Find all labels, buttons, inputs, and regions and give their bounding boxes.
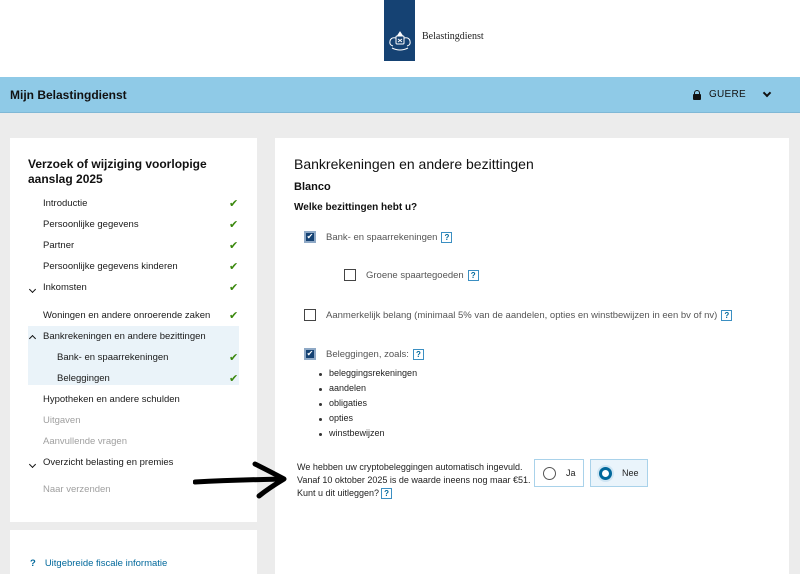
option-aanmerkelijk-belang[interactable]	[304, 309, 732, 321]
nav-item-label: Hypotheken en andere schulden	[43, 394, 180, 405]
nav-item-label: Beleggingen	[57, 373, 110, 384]
user-menu[interactable]	[693, 89, 770, 100]
nav-item-woningen[interactable]	[10, 305, 257, 326]
chevron-up-icon[interactable]	[30, 333, 35, 344]
radio-option-ja[interactable]	[534, 459, 584, 487]
checkmark-icon: ✔	[229, 282, 239, 294]
list-item: aandelen	[319, 383, 417, 398]
radio-option-nee[interactable]	[590, 459, 648, 487]
crypto-question-line3: Kunt u dit uitleggen?	[297, 488, 380, 498]
option-label: Groene spaartegoeden	[366, 269, 464, 281]
option-beleggingen[interactable]	[304, 348, 424, 360]
hand-drawn-arrow-icon	[193, 458, 288, 503]
crypto-question	[297, 461, 537, 500]
chevron-down-icon[interactable]	[30, 284, 35, 295]
nav-item-partner[interactable]	[10, 235, 257, 256]
checkmark-icon: ✔	[229, 198, 239, 210]
investment-types-list	[319, 368, 417, 443]
nav-item-bankrekeningen[interactable]	[10, 326, 257, 347]
option-bank-spaarrekeningen[interactable]	[304, 231, 452, 243]
navbar	[0, 77, 800, 113]
nav-item-label: Aanvullende vragen	[43, 436, 127, 447]
radio-button[interactable]	[543, 467, 556, 480]
help-icon[interactable]: ?	[381, 488, 392, 499]
help-icon[interactable]: ?	[721, 310, 732, 321]
checkmark-icon: ✔	[229, 310, 239, 322]
option-label: Beleggingen, zoals:	[326, 348, 409, 360]
nav-item-label: Bankrekeningen en andere bezittingen	[43, 331, 206, 342]
radio-label: Nee	[622, 468, 639, 478]
radio-button-selected[interactable]	[599, 467, 612, 480]
fiscale-informatie-link[interactable]	[30, 558, 167, 569]
nav-item-label: Persoonlijke gegevens	[43, 219, 139, 230]
nav-item-beleggingen[interactable]	[10, 368, 257, 389]
page-title: Bankrekeningen en andere bezittingen	[294, 156, 534, 172]
nav-item-aanvullende-vragen	[10, 431, 257, 452]
nav-item-label: Woningen en andere onroerende zaken	[43, 310, 211, 321]
list-item: obligaties	[319, 398, 417, 413]
checkbox-unchecked[interactable]	[344, 269, 356, 281]
checkmark-icon: ✔	[229, 352, 239, 364]
nav-item-bank-spaarrekeningen[interactable]	[10, 347, 257, 368]
nav-item-label: Overzicht belasting en premies	[43, 457, 174, 468]
option-groene-spaartegoeden[interactable]	[344, 269, 479, 281]
help-icon[interactable]: ?	[468, 270, 479, 281]
nav-item-label: Uitgaven	[43, 415, 81, 426]
list-item: winstbewijzen	[319, 428, 417, 443]
question-heading: Welke bezittingen hebt u?	[294, 202, 418, 213]
help-link-label: Uitgebreide fiscale informatie	[44, 558, 168, 569]
checkmark-icon: ✔	[229, 373, 239, 385]
nav-item-inkomsten[interactable]	[10, 277, 257, 298]
crypto-question-line2: Vanaf 10 oktober 2025 is de waarde ineens nog maar €51.	[297, 475, 531, 485]
nav-item-label: Bank- en spaarrekeningen	[57, 352, 169, 363]
list-item: opties	[319, 413, 417, 428]
help-icon[interactable]: ?	[441, 232, 452, 243]
coat-of-arms-icon	[387, 31, 413, 53]
logo-text: Belastingdienst	[422, 31, 484, 42]
page-subtitle: Blanco	[294, 181, 331, 193]
nav-item-introductie[interactable]	[10, 193, 257, 214]
nav-item-label: Partner	[43, 240, 75, 251]
list-item: beleggingsrekeningen	[319, 368, 417, 383]
nav-item-label: Naar verzenden	[43, 484, 111, 495]
checkbox-checked[interactable]: ✔	[304, 231, 316, 243]
question-icon: ?	[30, 558, 36, 569]
nav-item-label: Inkomsten	[43, 282, 87, 293]
help-icon[interactable]: ?	[413, 349, 424, 360]
nav-item-label: Persoonlijke gegevens kinderen	[43, 261, 178, 272]
nav-item-label: Introductie	[43, 198, 88, 209]
main-content	[275, 138, 789, 574]
option-label: Bank- en spaarrekeningen	[326, 231, 438, 243]
option-label: Aanmerkelijk belang (minimaal 5% van de aandelen, opties en winstbewijzen in een bv of nv)	[326, 309, 718, 321]
chevron-down-icon[interactable]	[30, 459, 35, 470]
nav-item-hypotheken[interactable]	[10, 389, 257, 410]
rijksoverheid-logo	[384, 0, 415, 61]
lock-icon	[693, 90, 701, 100]
step-navigation	[10, 193, 257, 500]
nav-item-persoonlijke-gegevens[interactable]	[10, 214, 257, 235]
checkmark-icon: ✔	[229, 261, 239, 273]
checkmark-icon: ✔	[229, 219, 239, 231]
checkbox-unchecked[interactable]	[304, 309, 316, 321]
nav-item-uitgaven	[10, 410, 257, 431]
help-panel	[10, 530, 257, 574]
chevron-down-icon	[763, 89, 771, 97]
sidebar-title: Verzoek of wijziging voorlopige aanslag 2025	[28, 157, 207, 186]
nav-item-gegevens-kinderen[interactable]	[10, 256, 257, 277]
navbar-brand[interactable]: Mijn Belastingdienst	[10, 88, 127, 102]
radio-label: Ja	[566, 468, 576, 478]
checkbox-checked[interactable]: ✔	[304, 348, 316, 360]
top-header	[0, 0, 800, 77]
crypto-question-line1: We hebben uw cryptobeleggingen automatisch ingevuld.	[297, 462, 523, 472]
checkmark-icon: ✔	[229, 240, 239, 252]
user-name: GUERE	[708, 89, 746, 100]
